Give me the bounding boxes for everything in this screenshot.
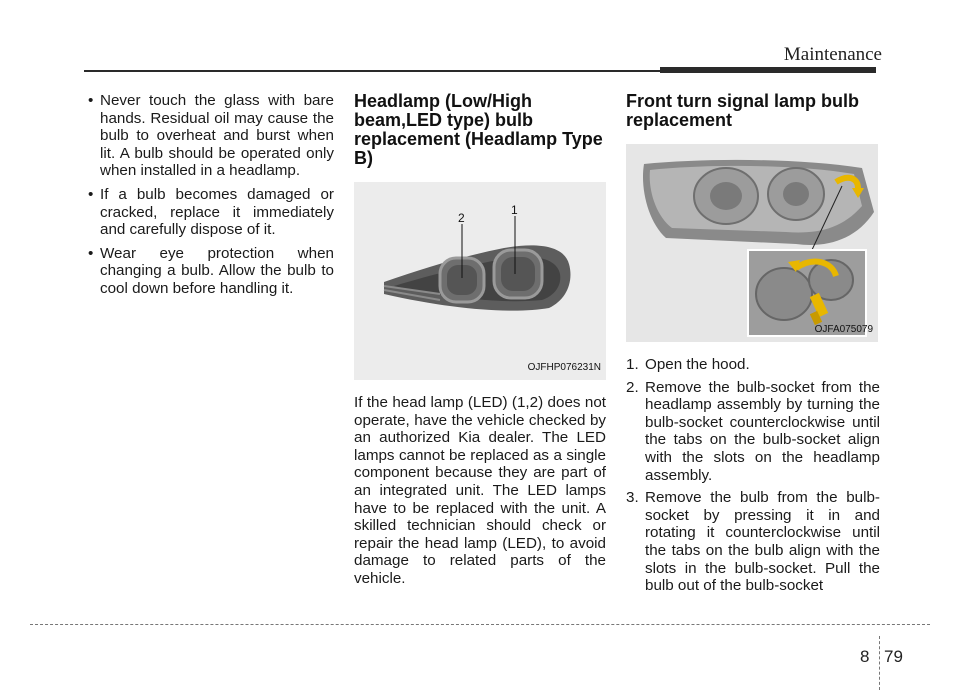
right-column <box>626 92 880 600</box>
chapter-number: 8 <box>860 647 870 666</box>
list-item <box>626 379 880 485</box>
step-text: Remove the bulb-socket from the headlamp assembly by turning the bulb-socket counterclockwise until the tabs on the bulb-socket align with the slots on the headlamp assembly. <box>645 378 880 484</box>
step-number: 2. <box>626 378 639 396</box>
step-number: 1. <box>626 356 639 373</box>
turn-signal-illustration <box>626 144 878 342</box>
footer-divider <box>879 636 880 690</box>
steps-list <box>626 356 880 595</box>
callout-2: 2 <box>458 211 465 225</box>
left-column <box>86 92 334 304</box>
led-notice-text: If the head lamp (LED) (1,2) does not operate, have the vehicle checked by an authorized Kia dealer. The LED lamps cannot be replaced as a single component because they are part of an integrated unit. The LED lamps have to be replaced with the unit. A skilled technician should check or repair the head lamp (LED), to avoid damage to related parts of the vehicle. <box>354 394 606 587</box>
list-item: • Never touch the glass with bare hands. Residual oil may cause the bulb to overheat and burst when lit. A bulb should be operated only when installed in a headlamp. <box>86 92 334 180</box>
list-item <box>626 356 880 374</box>
step-number: 3. <box>626 489 639 507</box>
headlamp-illustration <box>354 182 606 380</box>
section-title: Maintenance <box>783 44 882 65</box>
list-item <box>626 489 880 595</box>
step-text: Open the hood. <box>645 356 750 373</box>
header-rule-thick <box>660 67 876 73</box>
headlamp-heading: Headlamp (Low/High beam,LED type) bulb replacement (Headlamp Type B) <box>354 91 603 168</box>
precaution-list <box>86 92 334 298</box>
step-text: Remove the bulb from the bulb-socket by pressing it in and rotating it counterclockwise until the tabs on the bulb align with the slots in the bulb-socket. Pull the bulb out of the bulb-socket <box>645 489 880 595</box>
figure-code: OJFHP076231N <box>527 362 601 374</box>
footer-rule <box>30 624 930 625</box>
callout-1: 1 <box>511 203 518 217</box>
page-number: 79 <box>884 647 903 666</box>
middle-column <box>354 92 606 588</box>
headlamp-figure <box>354 182 606 380</box>
list-item: • If a bulb becomes damaged or cracked, replace it immediately and carefully dispose of it. <box>86 186 334 239</box>
figure-code: OJFA075079 <box>814 324 873 336</box>
turn-signal-heading: Front turn signal lamp bulb replacement <box>626 91 859 130</box>
turn-signal-figure <box>626 144 878 342</box>
list-item: • Wear eye protection when changing a bulb. Allow the bulb to cool down before handling it. <box>86 245 334 298</box>
header-rule-thin <box>84 70 660 72</box>
